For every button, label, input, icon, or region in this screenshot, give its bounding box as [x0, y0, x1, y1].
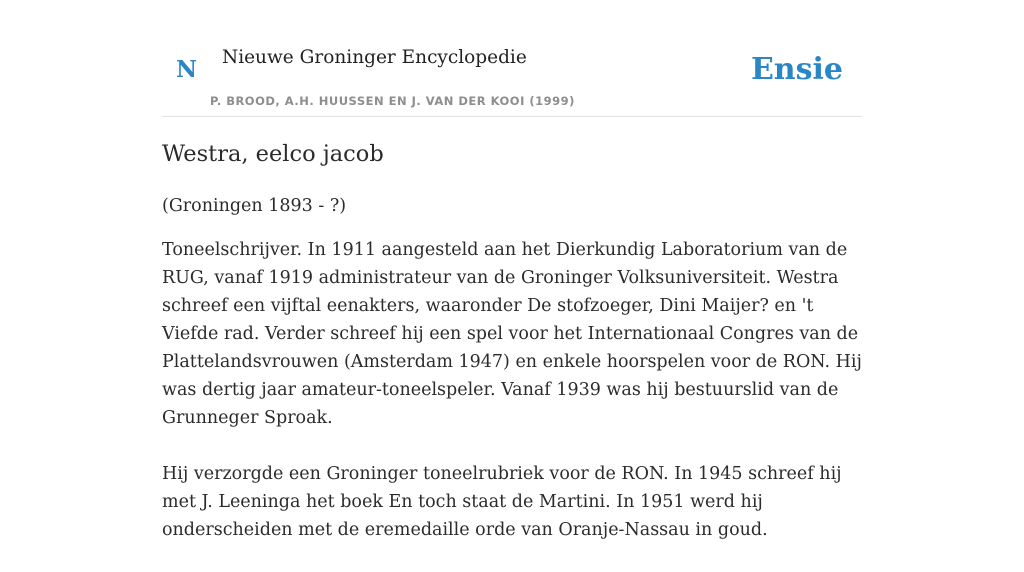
entry-title: Westra, eelco jacob [162, 141, 384, 167]
page-header [162, 0, 862, 117]
entry-body [162, 192, 867, 572]
entry-paragraph: Hij verzorgde een Groninger toneelrubriek voor de RON. In 1945 schreef hij met J. Leeninga het boek En toch staat de Martini. In 1951 werd hij onderscheiden met de eremedaille orde van Oranje-Nassau in goud. [162, 464, 842, 540]
encyclopedia-logo[interactable]: N [176, 56, 198, 83]
entry-subtitle: (Groningen 1893 - ?) [162, 196, 347, 216]
encyclopedia-authors: P. BROOD, A.H. HUUSSEN EN J. VAN DER KOOI (1999) [210, 94, 575, 108]
encyclopedia-title[interactable]: Nieuwe Groninger Encyclopedie [222, 47, 527, 68]
ensie-brand-logo[interactable]: Ensie [750, 52, 843, 87]
entry-paragraph: Toneelschrijver. In 1911 aangesteld aan het Dierkundig Laboratorium van de RUG, vanaf 1919 administrateur van de Groninger Volksuniversiteit. Westra schreef een vijftal eenakters, waaronder De stofzoeger, Dini Maijer? en 't Viefde rad. Verder schreef hij een spel voor het Internationaal Congres van de Plattelandsvrouwen (Amsterdam 1947) en enkele hoorspelen voor de RON. Hij was dertig jaar amateur-toneelspeler. Vanaf 1939 was hij bestuurslid van de Grunneger Sproak. [162, 240, 862, 428]
